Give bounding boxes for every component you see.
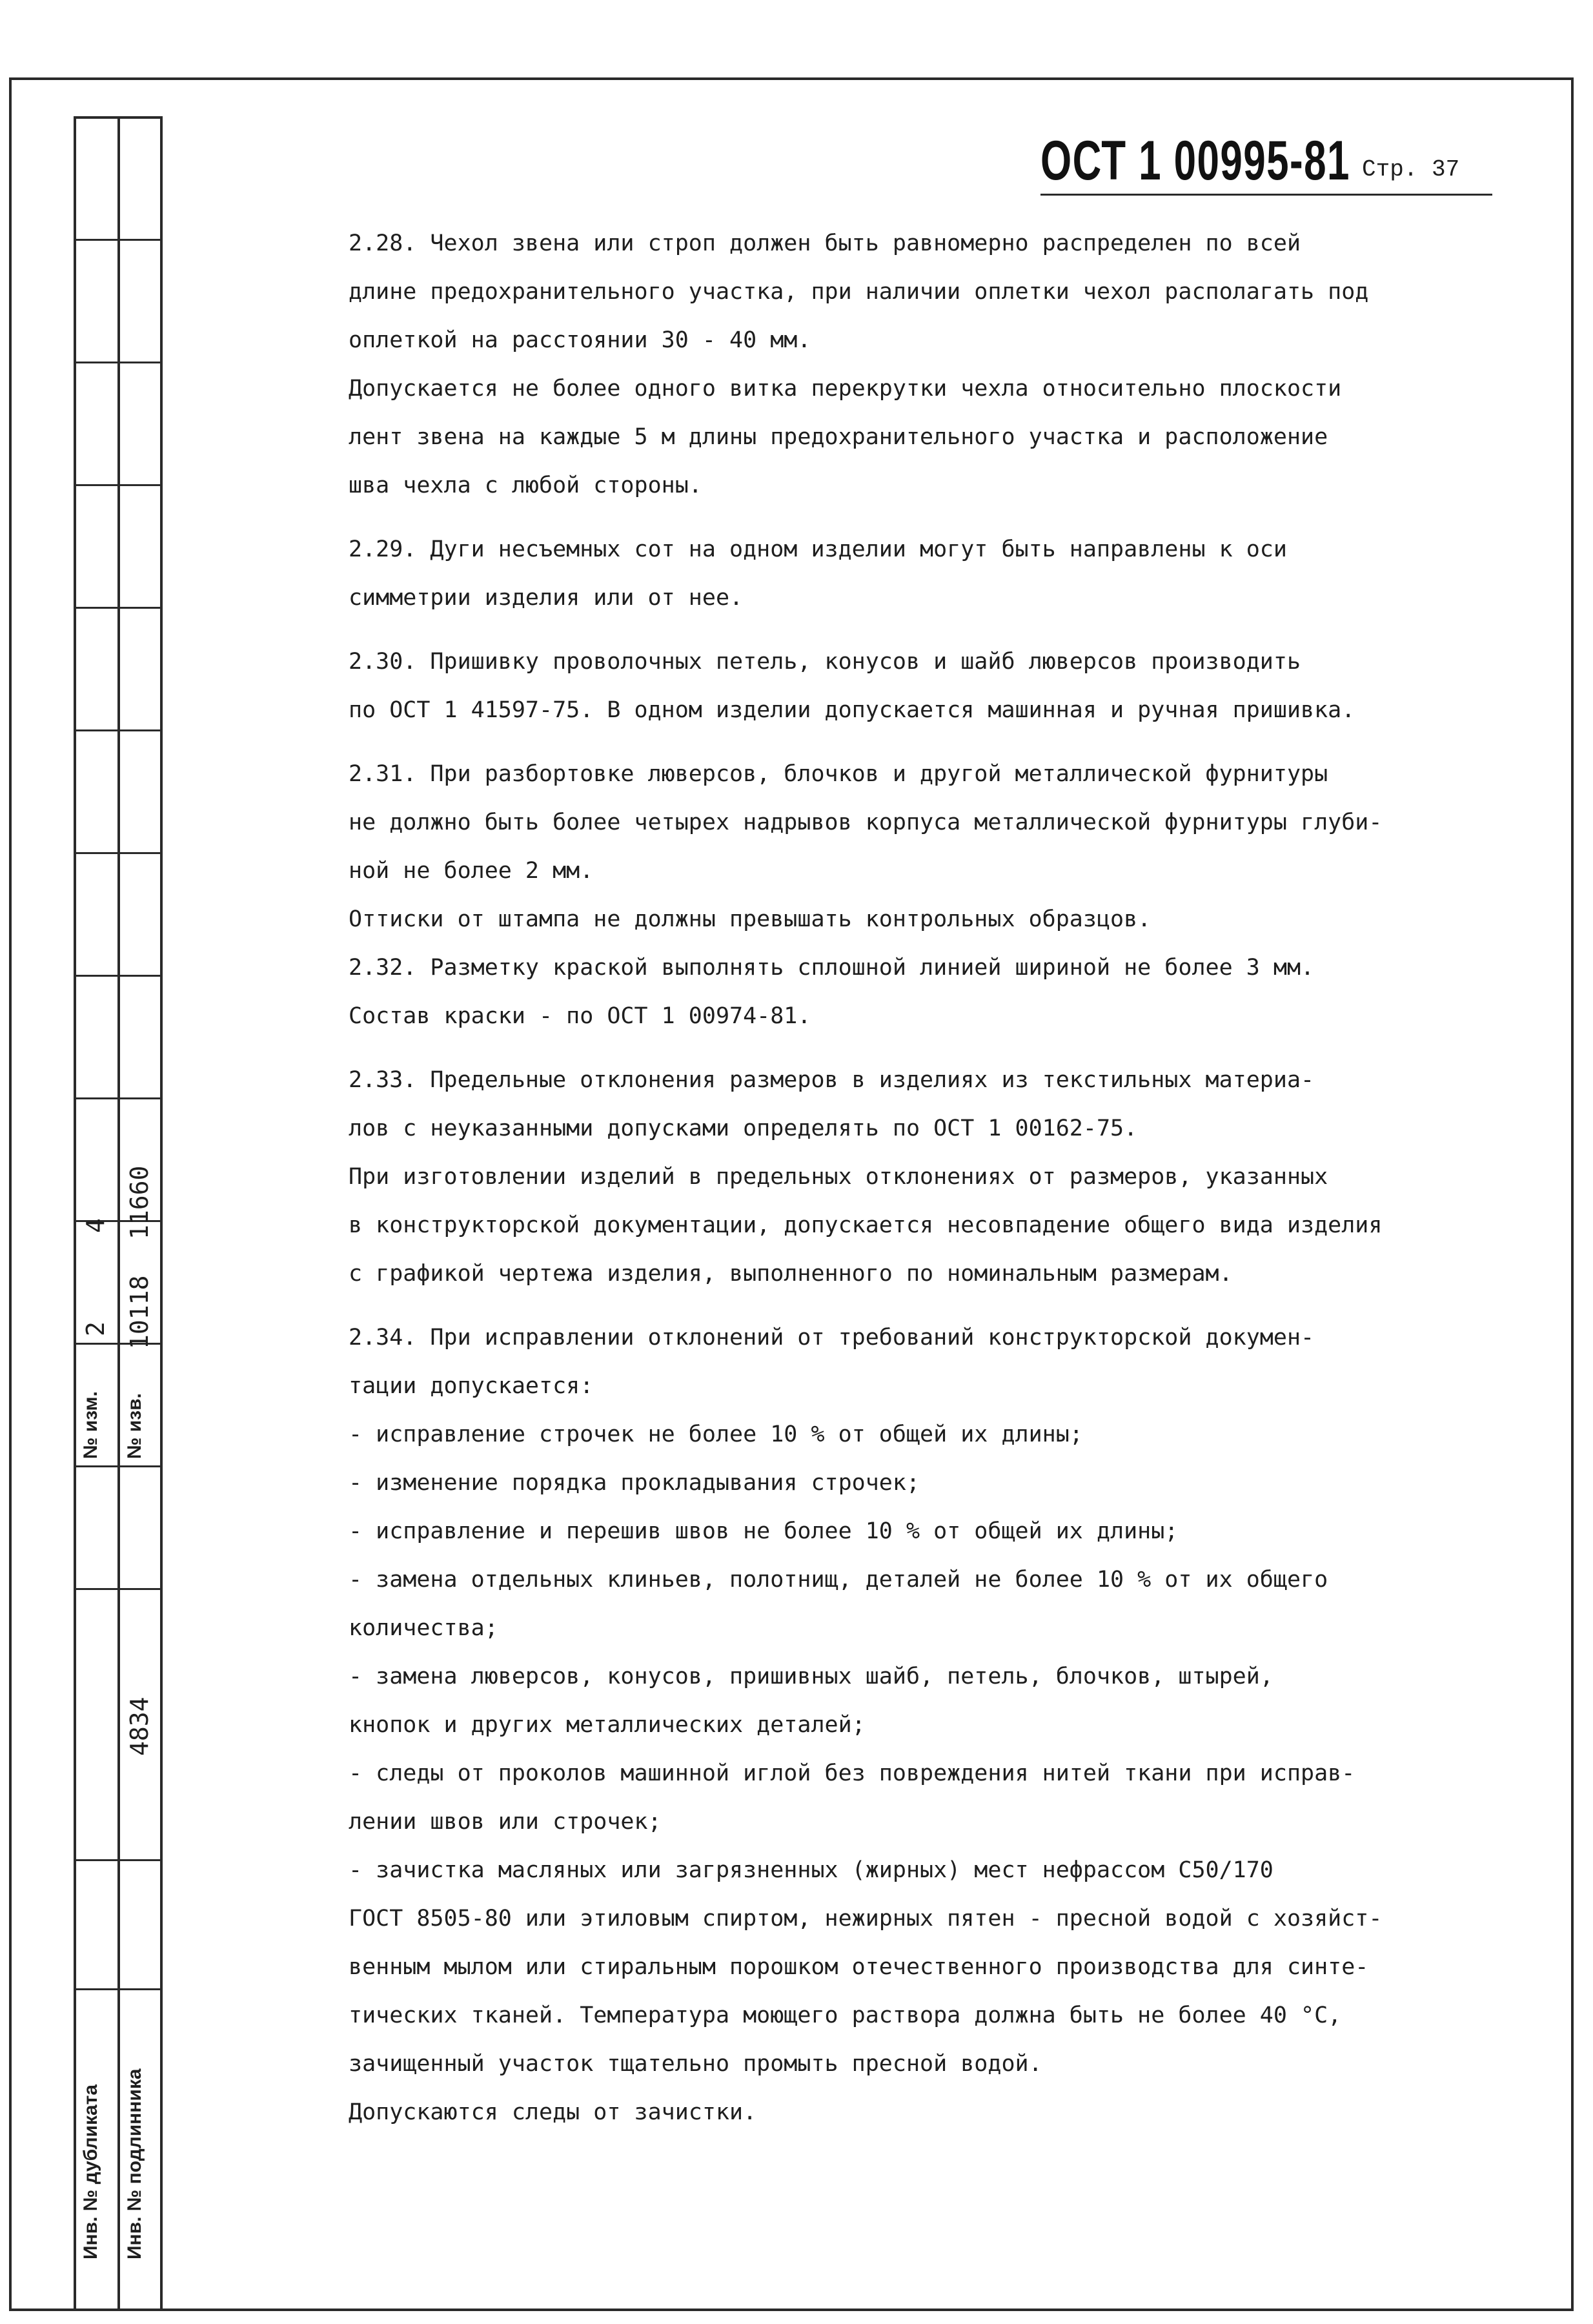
change-number-1: 4 (81, 1218, 110, 1233)
paragraph: Допускаются следы от зачистки. (349, 2099, 757, 2125)
page-number: Стр. 37 (1362, 156, 1460, 183)
list-item: - следы от проколов машинной иглой без повреждения нитей ткани при исправ- лении швов или строчек; (349, 1760, 1355, 1835)
list-item: - замена отдельных клиньев, полотнищ, деталей не более 10 % от их общего количества; (349, 1567, 1328, 1641)
list-item: - исправление строчек не более 10 % от общей их длины; (349, 1422, 1083, 1447)
header-underline (1040, 194, 1492, 196)
list-item: - изменение порядка прокладывания строчек; (349, 1470, 920, 1496)
notice-number-2: 10118 (125, 1275, 154, 1349)
margin-divider (74, 607, 161, 609)
paragraph: 2.31. При разбортовке люверсов, блочков и другой металлической фурнитуры не должно быть более четырех надрывов корпуса металлической фурнитуры глуби- ной не более 2 мм. (349, 761, 1383, 884)
paragraph: Допускается не более одного витка перекрутки чехла относительно плоскости лент звена на каждые 5 м длины предохранительного участка и расположение шва чехла с любой стороны. (349, 376, 1342, 498)
margin-stamp-border-middle (117, 116, 120, 2311)
margin-divider (74, 362, 161, 363)
margin-divider (74, 975, 161, 977)
paragraph: При изготовлении изделий в предельных отклонениях от размеров, указанных в конструкторской документации, допускается несовпадение общего вида изделия с графикой чертежа изделия, выполненного по номинальным размерам. (349, 1164, 1383, 1287)
izv-label: № изв. (124, 1393, 145, 1459)
change-number-2: 2 (81, 1321, 110, 1336)
margin-divider (74, 729, 161, 731)
list-item: - исправление и перешив швов не более 10 % от общей их длины; (349, 1518, 1179, 1544)
margin-divider (74, 239, 161, 241)
document-code: ОСТ 1 00995-81 (1040, 130, 1350, 192)
paragraph: 2.32. Разметку краской выполнять сплошной линией шириной не более 3 мм. Состав краски - по ОСТ 1 00974-81. (349, 955, 1315, 1029)
margin-divider (74, 1988, 161, 1990)
margin-stamp-border-left (74, 116, 76, 2311)
list-item: - зачистка масляных или загрязненных (жирных) мест нефрассом С50/170 ГОСТ 8505-80 или этиловым спиртом, нежирных пятен - пресной водой с хозяйст- венным мылом или стиральным порошком отечественного производства для синте- тических тканей. Температура моющего раствора должна быть не более 40 °С, зачищенный участок тщательно промыть пресной водой. (349, 1857, 1383, 2077)
duplicate-inventory-label: Инв. № дубликата (80, 2084, 101, 2259)
margin-divider (74, 1465, 161, 1467)
paragraph: 2.30. Пришивку проволочных петель, конусов и шайб люверсов производить по ОСТ 1 41597-75. В одном изделии допускается машинная и ручная пришивка. (349, 649, 1355, 723)
paragraph: 2.29. Дуги несъемных сот на одном изделии могут быть направлены к оси симметрии изделия или от нее. (349, 536, 1287, 611)
paragraph: 2.34. При исправлении отклонений от требований конструкторской докумен- тации допускается: (349, 1325, 1315, 1399)
inventory-original-number: 4834 (125, 1697, 154, 1756)
notice-number-1: 11660 (125, 1165, 154, 1239)
original-inventory-label: Инв. № подлинника (124, 2068, 145, 2259)
margin-divider (74, 1588, 161, 1590)
document-body (271, 219, 1433, 2137)
margin-stamp-border-right (160, 116, 163, 2311)
izm-label: № изм. (80, 1391, 101, 1459)
paragraph: Оттиски от штампа не должны превышать контрольных образцов. (349, 906, 1152, 932)
margin-divider (74, 484, 161, 486)
margin-divider (74, 1097, 161, 1099)
paragraph: 2.33. Предельные отклонения размеров в изделиях из текстильных материа- лов с неуказанными допусками определять по ОСТ 1 00162-75. (349, 1067, 1315, 1141)
margin-divider (74, 852, 161, 854)
margin-divider (74, 1859, 161, 1861)
paragraph: 2.28. Чехол звена или строп должен быть равномерно распределен по всей длине предохранительного участка, при наличии оплетки чехол располагать под оплеткой на расстоянии 30 - 40 мм. (349, 230, 1369, 353)
list-item: - замена люверсов, конусов, пришивных шайб, петель, блочков, штырей, кнопок и других металлических деталей; (349, 1664, 1273, 1738)
